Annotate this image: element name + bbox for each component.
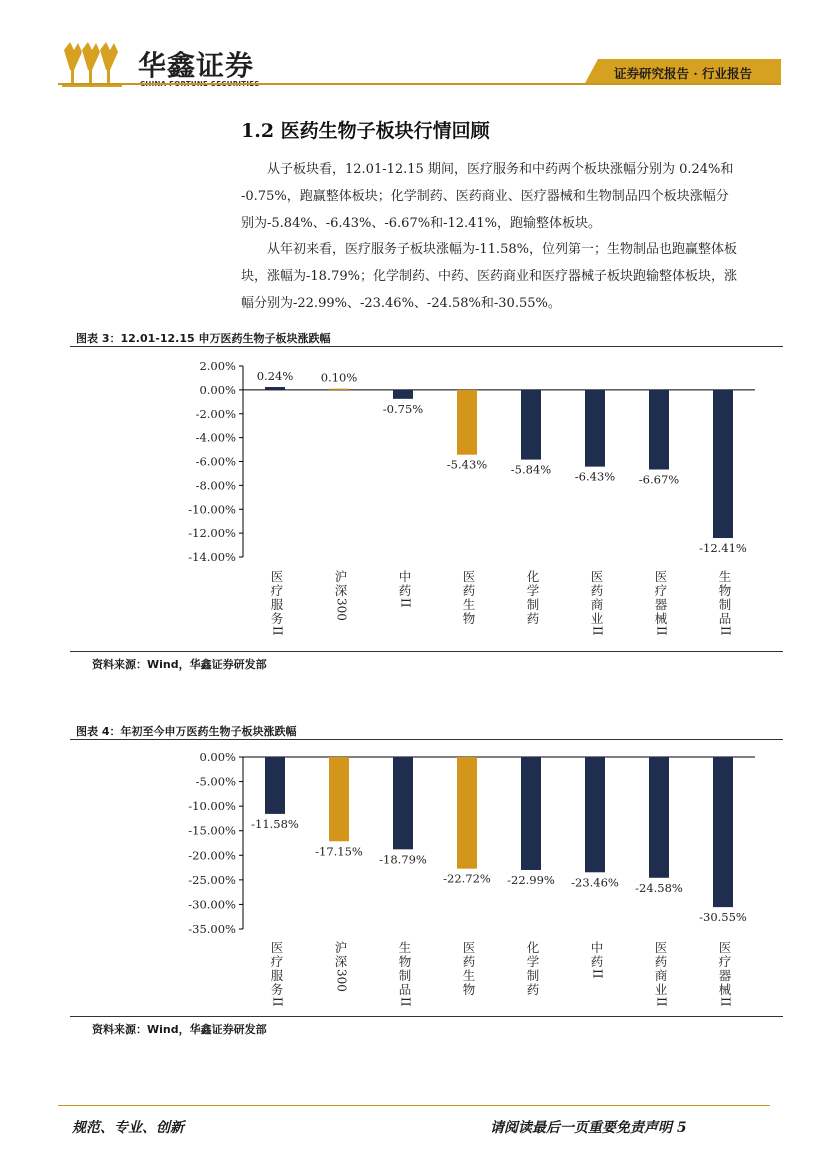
paragraph-line: 块，涨幅为-18.79%；化学制药、中药、医药商业和医疗器械子板块跑输整体板块，涨 [241,269,737,284]
svg-text:物: 物 [462,611,476,626]
data-label: 0.10% [320,370,358,385]
bar [649,757,669,878]
figure-4-source: 资料来源：Wind，华鑫证券研发部 [92,1023,267,1036]
svg-text:器: 器 [718,968,732,983]
svg-text:II: II [398,997,413,1007]
svg-text:生: 生 [718,569,732,584]
bar [265,387,285,390]
bar [585,390,605,467]
svg-text:学: 学 [526,954,540,969]
y-tick-label: -20.00% [188,848,236,863]
bar [329,757,349,841]
logo-chinese-name: 华鑫证券 [138,49,255,82]
paragraph-2 [241,236,787,317]
footer-slogan: 规范、专业、创新 [72,1120,184,1136]
svg-text:II: II [270,626,285,636]
bar [457,390,477,455]
data-label: -23.46% [571,875,619,890]
category-label [719,940,733,1007]
svg-text:药: 药 [590,583,604,598]
svg-text:器: 器 [654,597,668,612]
section-title: 1.2 医药生物子板块行情回顾 [241,120,490,142]
y-tick-label: -10.00% [188,799,236,814]
svg-text:深: 深 [334,583,348,598]
figure-3-chart [70,350,783,648]
figure-4-bottom-rule [70,1016,783,1017]
svg-text:II: II [654,626,669,636]
y-tick-label: -8.00% [195,478,236,493]
data-label: -6.43% [574,469,616,484]
svg-text:商: 商 [654,968,668,983]
svg-text:物: 物 [398,954,412,969]
svg-text:II: II [270,997,285,1007]
svg-text:生: 生 [462,968,476,983]
svg-text:医: 医 [270,940,284,955]
svg-text:医: 医 [462,940,476,955]
y-tick-label: -5.00% [195,774,236,789]
data-label: -18.79% [379,852,427,867]
svg-text:生: 生 [462,597,476,612]
y-tick-label: -6.00% [195,454,236,469]
svg-text:疗: 疗 [718,954,732,969]
svg-text:学: 学 [526,583,540,598]
svg-text:务: 务 [270,611,284,626]
svg-text:疗: 疗 [270,583,284,598]
y-tick-label: -35.00% [188,922,236,936]
svg-text:品: 品 [398,982,412,997]
bar [329,389,349,390]
company-logo-icon [60,40,132,88]
bar [713,390,733,538]
data-label: -12.41% [699,541,747,556]
svg-text:物: 物 [462,982,476,997]
data-label: -22.99% [507,872,555,887]
svg-text:沪: 沪 [334,940,348,955]
data-label: 0.24% [256,369,294,384]
svg-text:制: 制 [526,597,540,612]
paragraph-1 [241,156,787,237]
y-tick-label: -4.00% [195,430,236,445]
figure-3-source: 资料来源：Wind，华鑫证券研发部 [92,658,267,671]
svg-text:疗: 疗 [270,954,284,969]
category-label [399,940,413,1007]
category-label [719,569,733,636]
header-rule [58,83,781,85]
svg-text:医: 医 [590,569,604,584]
svg-text:医: 医 [718,940,732,955]
svg-text:疗: 疗 [654,583,668,598]
svg-text:300: 300 [334,969,349,992]
svg-text:服: 服 [270,968,284,983]
svg-text:药: 药 [462,583,476,598]
bar [265,757,285,814]
svg-text:械: 械 [718,982,732,997]
report-type-label: 证券研究报告 · 行业报告 [614,66,753,81]
svg-text:制: 制 [526,968,540,983]
paragraph-line: 从子板块看，12.01-12.15 期间，医疗服务和中药两个板块涨幅分别为 0.24%和 [267,162,734,177]
data-label: -24.58% [635,880,683,895]
y-tick-label: -15.00% [188,823,236,838]
paragraph-line: 幅分别为-22.99%、-23.46%、-24.58%和-30.55%。 [241,296,561,311]
category-label [655,940,669,1007]
bar [521,390,541,460]
data-label: -5.43% [446,457,488,472]
svg-text:医: 医 [462,569,476,584]
bar [393,757,413,849]
svg-text:中: 中 [398,569,412,584]
category-label [527,569,540,626]
svg-text:II: II [590,969,605,979]
svg-text:务: 务 [270,982,284,997]
svg-text:药: 药 [462,954,476,969]
svg-text:医: 医 [654,940,668,955]
y-tick-label: -10.00% [188,502,236,517]
y-tick-label: -14.00% [188,550,236,564]
y-tick-label: 0.00% [199,750,236,764]
svg-text:深: 深 [334,954,348,969]
data-label: -5.84% [510,462,552,477]
y-tick-label: 2.00% [199,359,236,373]
svg-text:商: 商 [590,597,604,612]
bar [585,757,605,872]
category-label [463,940,476,997]
figure-3-bottom-rule [70,651,783,652]
svg-text:医: 医 [654,569,668,584]
paragraph-line: 别为-5.84%、-6.43%、-6.67%和-12.41%，跑输整体板块。 [241,216,602,231]
data-label: -0.75% [382,401,424,416]
data-label: -11.58% [251,816,299,831]
svg-text:II: II [718,997,733,1007]
category-label [591,940,605,979]
svg-text:业: 业 [654,982,668,997]
bar [713,757,733,907]
svg-text:物: 物 [718,583,732,598]
svg-text:II: II [654,997,669,1007]
category-label [399,569,413,608]
figure-4-caption: 图表 4：年初至今申万医药生物子板块涨跌幅 [76,725,297,738]
category-label [335,940,349,992]
svg-text:服: 服 [270,597,284,612]
svg-text:II: II [718,626,733,636]
category-label [271,940,285,1007]
svg-text:制: 制 [718,597,732,612]
paragraph-line: 从年初来看，医疗服务子板块涨幅为-11.58%，位列第一；生物制品也跑赢整体板 [267,242,737,257]
data-label: -30.55% [699,910,747,925]
svg-text:品: 品 [718,611,732,626]
paragraph-line: -0.75%，跑赢整体板块；化学制药、医药商业、医疗器械和生物制品四个板块涨幅分 [241,189,729,204]
svg-text:化: 化 [526,569,540,584]
svg-text:中: 中 [590,940,604,955]
svg-text:药: 药 [526,611,540,626]
y-tick-label: -2.00% [195,406,236,421]
bar [649,390,669,470]
svg-text:业: 业 [590,611,604,626]
category-label [463,569,476,626]
svg-text:药: 药 [398,583,412,598]
category-label [527,940,540,997]
category-label [335,569,349,621]
svg-text:II: II [398,598,413,608]
svg-text:制: 制 [398,968,412,983]
figure-3-caption: 图表 3：12.01-12.15 申万医药生物子板块涨跌幅 [76,332,331,345]
svg-text:械: 械 [654,611,668,626]
figure-4-top-rule [70,739,783,740]
svg-text:药: 药 [526,982,540,997]
svg-text:医: 医 [270,569,284,584]
y-tick-label: 0.00% [199,382,236,397]
y-tick-label: -25.00% [188,872,236,887]
svg-text:药: 药 [654,954,668,969]
svg-text:II: II [590,626,605,636]
svg-text:药: 药 [590,954,604,969]
y-tick-label: -30.00% [188,897,236,912]
figure-4-chart [70,742,783,1014]
data-label: -6.67% [638,472,680,487]
bar [457,757,477,869]
data-label: -17.15% [315,844,363,859]
svg-text:生: 生 [398,940,412,955]
category-label [591,569,605,636]
category-label [655,569,669,636]
bar [521,757,541,870]
figure-3-top-rule [70,346,783,347]
y-tick-label: -12.00% [188,526,236,541]
bar [393,390,413,399]
footer-rule [58,1105,770,1106]
category-label [271,569,285,636]
footer-disclaimer: 请阅读最后一页重要免责声明 5 [490,1120,687,1136]
svg-text:沪: 沪 [334,569,348,584]
svg-text:300: 300 [334,598,349,621]
data-label: -22.72% [443,871,491,886]
svg-text:化: 化 [526,940,540,955]
